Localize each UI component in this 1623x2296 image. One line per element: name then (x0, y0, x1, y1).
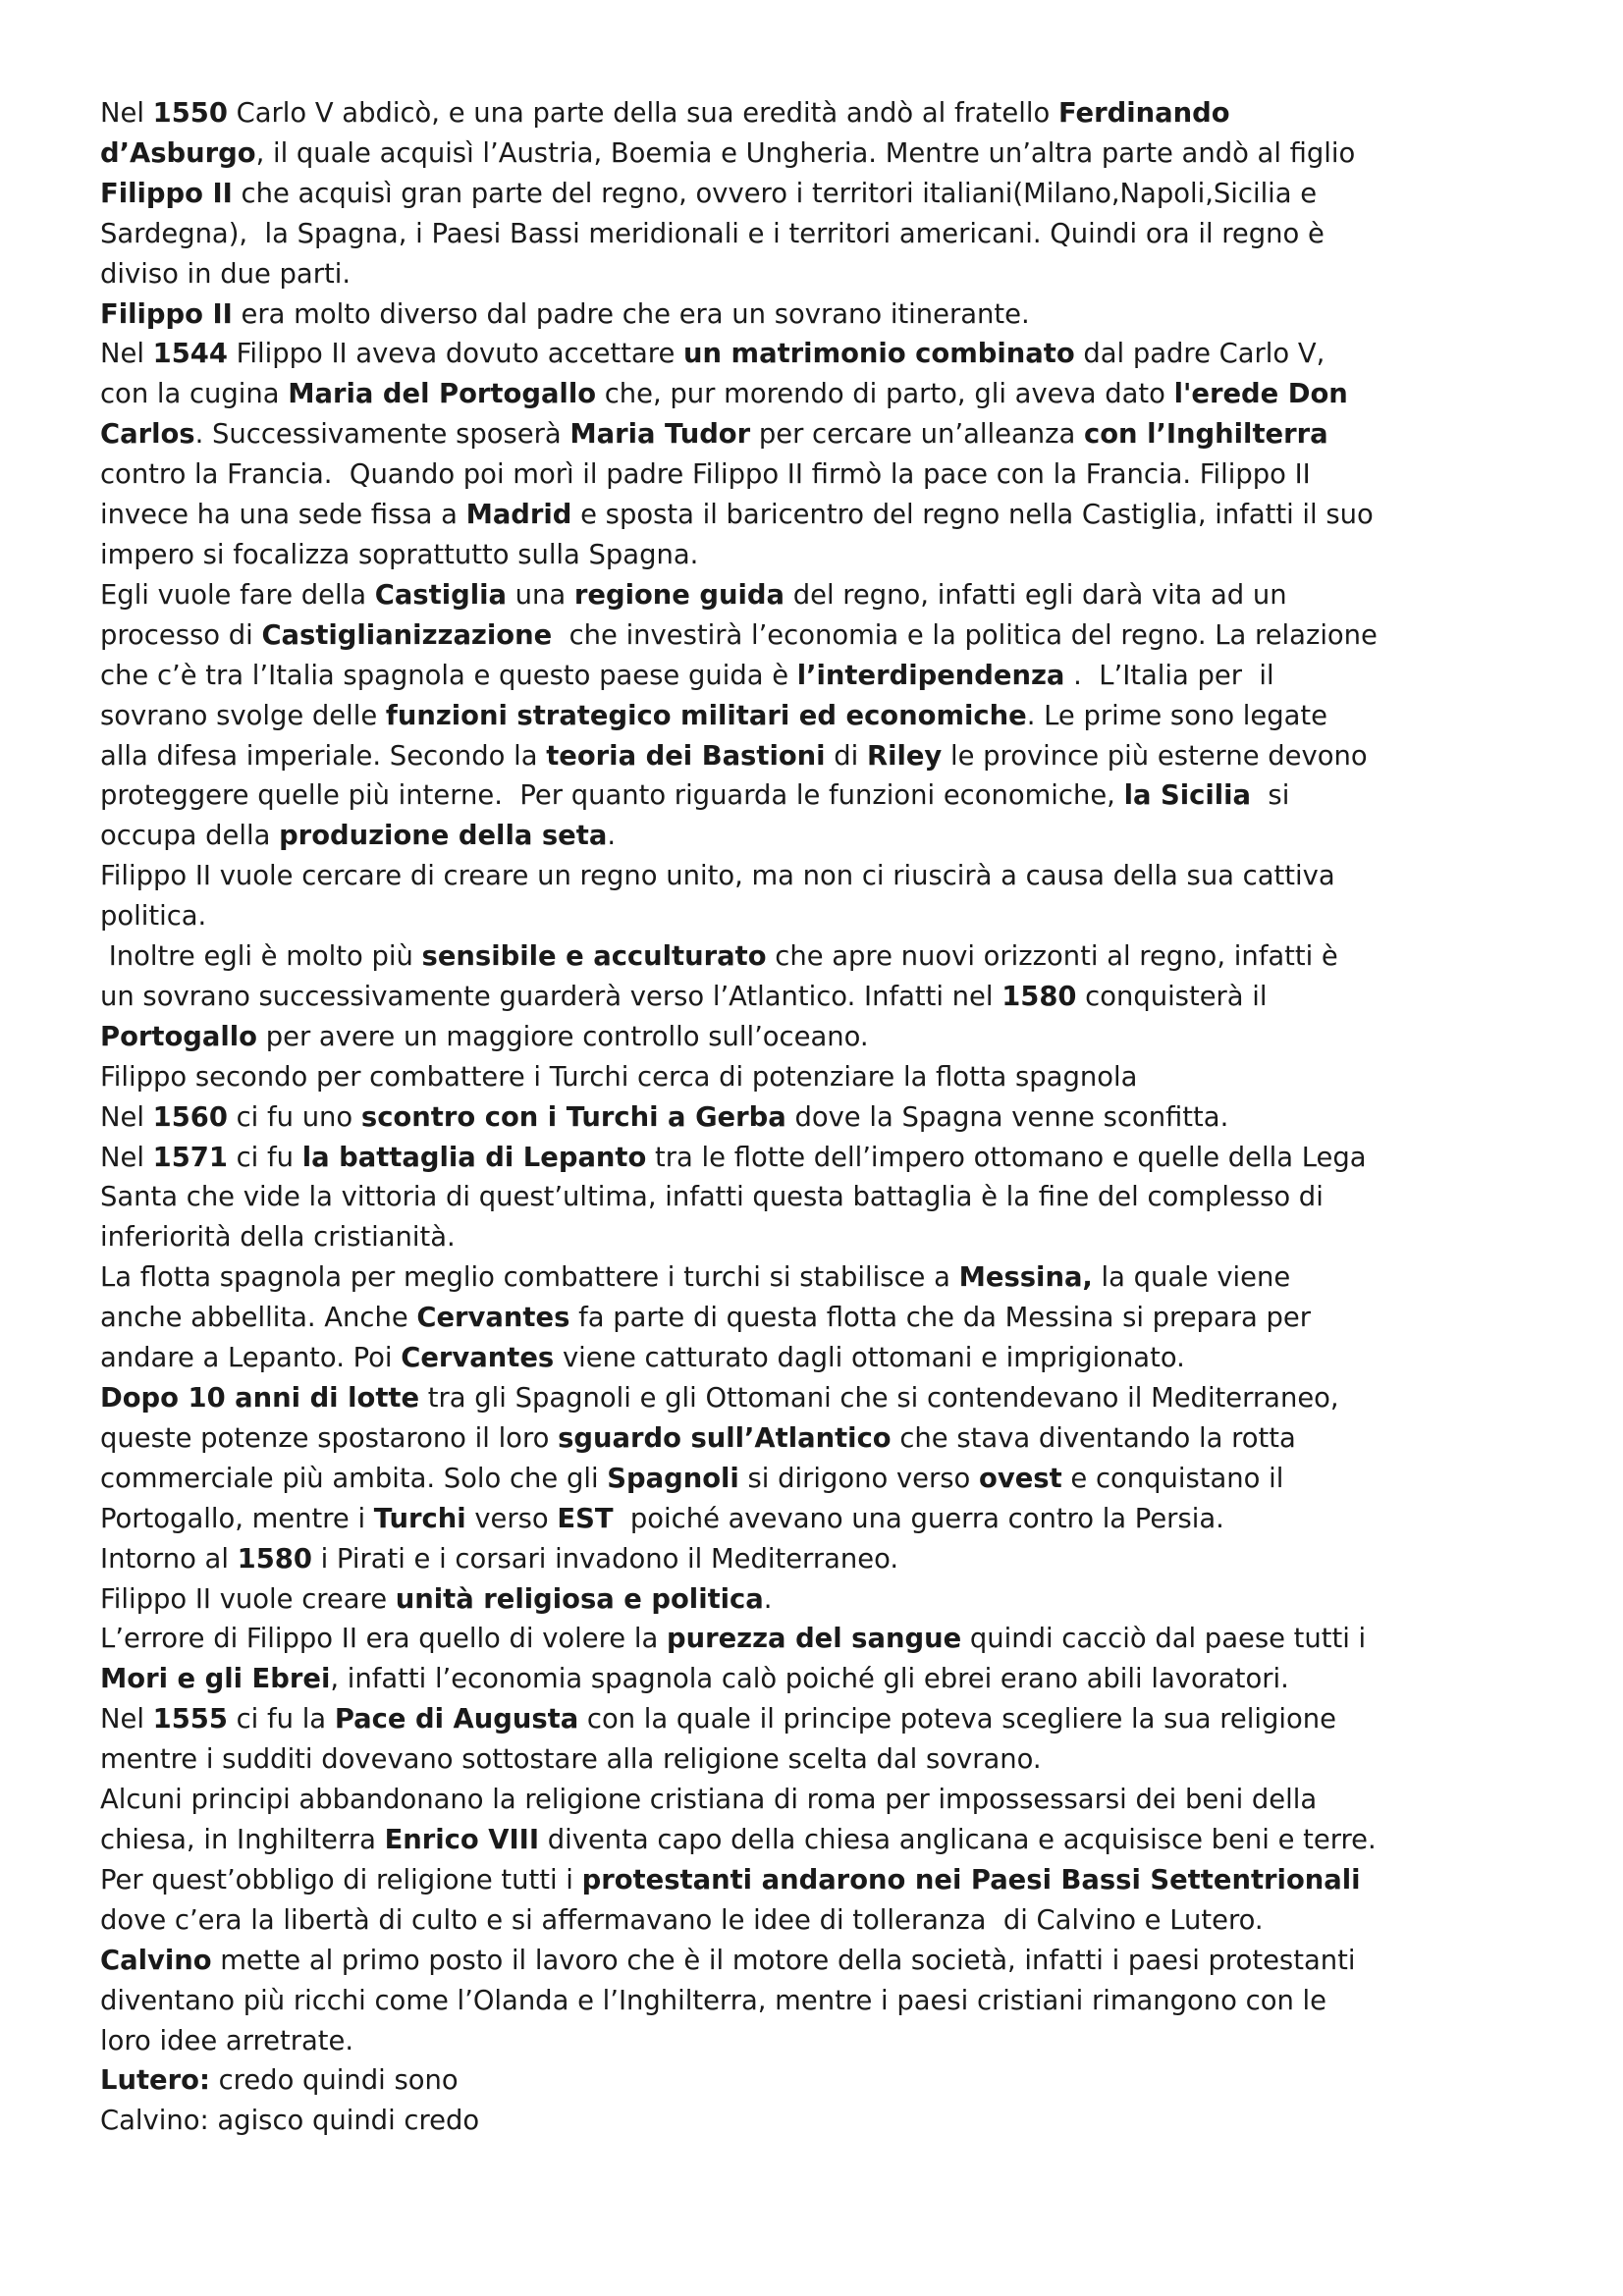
bold-text: 1550 (152, 98, 228, 129)
text-run: Calvino: agisco quindi credo (100, 2106, 480, 2137)
text-run: La flotta spagnola per meglio combattere i turchi si stabilisce a (100, 1262, 959, 1294)
bold-text: Spagnoli (607, 1463, 739, 1494)
paragraph (100, 1058, 1553, 1098)
text-run: per avere un maggiore controllo sull’oceano. (257, 1021, 869, 1052)
text-run: di (825, 740, 867, 772)
bold-text: la battaglia di Lepanto (301, 1142, 647, 1173)
paragraph (100, 1098, 1553, 1139)
paragraph (100, 2102, 1553, 2142)
bold-text: EST (557, 1503, 614, 1534)
text-run: Nel (100, 1142, 153, 1173)
bold-text: 1544 (152, 339, 228, 370)
text-run: , infatti l’economia spagnola calò poiché gli ebrei erano abili lavoratori. (330, 1664, 1289, 1695)
text-run: poiché avevano una guerra contro la Persia. (613, 1503, 1224, 1534)
paragraph (100, 1781, 1553, 1861)
text-run: le province più esterne devono proteggere quelle più interne. Per quanto riguarda le funzioni economiche, (100, 740, 1368, 812)
bold-text: purezza del sangue (666, 1624, 962, 1655)
paragraph (100, 937, 1553, 1058)
text-run: con la quale il principe poteva scegliere la sua religione mentre i sudditi dovevano sottostare alla religione scelta dal sovrano. (100, 1704, 1336, 1776)
text-run: Carlo V abdicò, e una parte della sua eredità andò al fratello (227, 98, 1058, 129)
text-run: L’errore di Filippo II era quello di volere la (100, 1624, 667, 1655)
text-run: fa parte di questa flotta che da Messina si prepara per andare a Lepanto. Poi (100, 1303, 1311, 1374)
bold-text: l'erede Don Carlos (100, 379, 1348, 451)
text-run: era molto diverso dal padre che era un sovrano itinerante. (232, 298, 1030, 330)
text-run: . (763, 1583, 773, 1615)
text-run: si occupa della (100, 780, 1290, 852)
paragraph (100, 94, 1553, 295)
text-run: i Pirati e i corsari invadono il Mediterraneo. (311, 1543, 899, 1575)
paragraph (100, 295, 1553, 336)
text-run: . Le prime sono legate alla difesa imperiale. Secondo la (100, 700, 1328, 772)
text-run: . L’Italia per il sovrano svolge delle (100, 660, 1274, 731)
bold-text: teoria dei Bastioni (546, 740, 826, 772)
text-run: e sposta il baricentro del regno nella Castiglia, infatti il suo impero si focalizza soprattutto sulla Spagna. (100, 500, 1374, 570)
paragraph (100, 1620, 1553, 1700)
text-run: contro la Francia. Quando poi morì il padre Filippo II firmò la pace con la Francia. Filippo II invece ha una sede fissa a (100, 459, 1311, 531)
text-run: . Successivamente sposerà (194, 419, 570, 451)
bold-text: l’interdipendenza (796, 660, 1065, 691)
bold-text: Calvino (100, 1945, 212, 1976)
paragraph (100, 335, 1553, 575)
text-run: del regno, infatti egli darà vita ad un processo di (100, 579, 1287, 651)
paragraph (100, 1861, 1553, 1942)
text-run: una (506, 579, 574, 611)
text-run: si dirigono verso (738, 1463, 980, 1494)
paragraph (100, 1700, 1553, 1781)
bold-text: Mori e gli Ebrei (100, 1664, 331, 1695)
text-run: ci fu uno (227, 1101, 361, 1133)
text-run: Intorno al (100, 1543, 238, 1575)
bold-text: Messina, (958, 1262, 1093, 1294)
text-run: diventa capo della chiesa anglicana e acquisisce beni e terre. (539, 1824, 1377, 1855)
bold-text: regione guida (573, 579, 784, 611)
paragraph (100, 1139, 1553, 1259)
paragraph (100, 1379, 1553, 1540)
bold-text: Enrico VIII (384, 1824, 540, 1855)
bold-text: Maria Tudor (569, 419, 751, 451)
bold-text: Madrid (465, 500, 572, 531)
bold-text: con l’Inghilterra (1083, 419, 1328, 451)
bold-text: Cervantes (416, 1303, 570, 1334)
text-run: ci fu la (227, 1704, 335, 1735)
bold-text: Filippo II (100, 178, 233, 209)
text-run: Filippo II vuole cercare di creare un regno unito, ma non ci riuscirà a causa della sua cattiva politica. (100, 861, 1335, 933)
bold-text: Lutero: (100, 2065, 210, 2097)
text-run: tra gli Spagnoli e gli Ottomani che si contendevano il Mediterraneo, queste potenze spostarono il loro (100, 1383, 1339, 1454)
paragraph (100, 2061, 1553, 2102)
text-run: quindi cacciò dal paese tutti i (969, 1624, 1367, 1655)
text-run: tra le flotte dell’impero ottomano e quelle della Lega Santa che vide la vittoria di quest’ultima, infatti questa battaglia è la fine del complesso di inferiorità della cristianità. (100, 1142, 1367, 1254)
text-run: e conquistano il Portogallo, mentre i (100, 1463, 1284, 1534)
text-run: Inoltre egli è molto più (100, 941, 422, 973)
text-run: che stava diventando la rotta commerciale più ambita. Solo che gli (100, 1422, 1296, 1494)
text-run: Nel (100, 1704, 153, 1735)
text-run: , il quale acquisì l’Austria, Boemia e Ungheria. Mentre un’altra parte andò al figlio (255, 137, 1356, 169)
bold-text: Maria del Portogallo (288, 379, 597, 410)
text-run: viene catturato dagli ottomani e imprigionato. (554, 1343, 1185, 1374)
bold-text: sguardo sull’Atlantico (558, 1422, 892, 1454)
text-run: dove la Spagna venne sconfitta. (785, 1101, 1229, 1133)
text-run: . (607, 821, 617, 852)
text-run: Per quest’obbligo di religione tutti i (100, 1864, 582, 1896)
bold-text: unità religiosa e politica (395, 1583, 764, 1615)
paragraph (100, 1942, 1553, 2062)
text-run: Nel (100, 339, 153, 370)
paragraph (100, 1258, 1553, 1379)
bold-text: produzione della seta (279, 821, 608, 852)
text-run: dove c’era la libertà di culto e si affermavano le idee di tolleranza di Calvino e Lutero. (100, 1904, 1264, 1936)
text-run: che acquisì gran parte del regno, ovvero i territori italiani(Milano,Napoli,Sicilia e Sardegna), la Spagna, i Paesi Bassi meridionali e i territori americani. Quindi ora il regno è diviso in due parti. (100, 178, 1325, 290)
bold-text: Pace di Augusta (334, 1704, 579, 1735)
text-run: per cercare un’alleanza (750, 419, 1084, 451)
text-run: conquisterà il (1085, 981, 1268, 1012)
text-run: dal padre Carlo V, con la cugina (100, 339, 1325, 410)
bold-text: funzioni strategico militari ed economiche (385, 700, 1027, 731)
text-run: ci fu (227, 1142, 302, 1173)
bold-text: la Sicilia (1123, 780, 1252, 812)
bold-text: 1580 (237, 1543, 312, 1575)
bold-text: protestanti andarono nei Paesi Bassi Settentrionali (581, 1864, 1361, 1896)
text-run: mette al primo posto il lavoro che è il motore della società, infatti i paesi protestanti diventano più ricchi come l’Olanda e l’Inghilterra, mentre i paesi cristiani rimangono con le loro idee arretrate. (100, 1945, 1356, 2056)
paragraph (100, 857, 1553, 937)
text-run: che investirà l’economia e la politica del regno. La relazione che c’è tra l’Italia spagnola e questo paese guida è (100, 619, 1378, 691)
bold-text: scontro con i Turchi a Gerba (360, 1101, 786, 1133)
bold-text: Cervantes (401, 1343, 555, 1374)
paragraph (100, 1580, 1553, 1621)
text-run: che, pur morendo di parto, gli aveva dato (596, 379, 1174, 410)
bold-text: Castiglianizzazione (261, 619, 553, 651)
text-run: verso (465, 1503, 558, 1534)
bold-text: Filippo II (100, 298, 233, 330)
bold-text: sensibile e acculturato (421, 941, 767, 973)
text-run: Filippo II vuole creare (100, 1583, 396, 1615)
text-run: che apre nuovi orizzonti al regno, infatti è un sovrano successivamente guarderà verso l’Atlantico. Infatti nel (100, 941, 1338, 1012)
document-body (100, 94, 1553, 2142)
bold-text: Turchi (373, 1503, 466, 1534)
bold-text: Riley (866, 740, 943, 772)
bold-text: Ferdinando d’Asburgo (100, 98, 1230, 169)
text-run: Filippo II aveva dovuto accettare (227, 339, 684, 370)
bold-text: 1580 (1001, 981, 1077, 1012)
bold-text: ovest (979, 1463, 1062, 1494)
text-run: credo quindi sono (209, 2065, 459, 2097)
text-run: la quale viene anche abbellita. Anche (100, 1262, 1291, 1334)
text-run: Alcuni principi abbandonano la religione cristiana di roma per impossessarsi dei beni della chiesa, in Inghilterra (100, 1785, 1318, 1855)
bold-text: Castiglia (374, 579, 507, 611)
paragraph (100, 576, 1553, 857)
bold-text: Portogallo (100, 1021, 257, 1052)
text-run: Nel (100, 1101, 153, 1133)
bold-text: 1560 (152, 1101, 228, 1133)
bold-text: 1571 (152, 1142, 228, 1173)
bold-text: 1555 (152, 1704, 228, 1735)
bold-text: un matrimonio combinato (683, 339, 1075, 370)
text-run: Nel (100, 98, 153, 129)
text-run: Filippo secondo per combattere i Turchi cerca di potenziare la flotta spagnola (100, 1061, 1138, 1093)
text-run: Egli vuole fare della (100, 579, 375, 611)
bold-text: Dopo 10 anni di lotte (100, 1383, 420, 1414)
paragraph (100, 1540, 1553, 1580)
